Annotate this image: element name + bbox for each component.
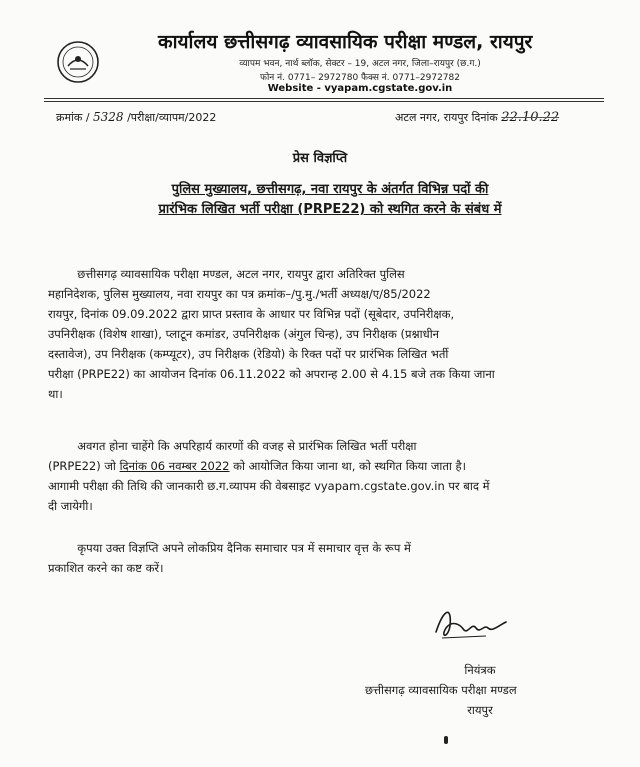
vyapam-logo-icon — [56, 40, 100, 84]
subject-line: प्रारंभिक लिखित भर्ती परीक्षा (PRPE22) को स्थगित करने के संबंध में — [158, 202, 502, 217]
subject-line: पुलिस मुख्यालय, छत्तीसगढ़, नवा रायपुर के अंतर्गत विभिन्न पदों की — [171, 182, 489, 197]
text-line: छत्तीसगढ़ व्यावसायिक परीक्षा मण्डल, अटल नगर, रायपुर द्वारा अतिरिक्त पुलिस — [48, 267, 405, 281]
subject-block — [80, 180, 580, 220]
text-line: परीक्षा (PRPE22) का आयोजन दिनांक 06.11.2022 को अपरान्ह 2.00 से 4.15 बजे तक किया जाना — [48, 367, 495, 381]
text-line: दी जायेगी। — [48, 499, 93, 513]
text-line: कृपया उक्त विज्ञप्ति अपने लोकप्रिय दैनिक समाचार पत्र में समाचार वृत्त के रूप में — [48, 541, 411, 555]
text-line: उपनिरीक्षक (विशेष शाखा), प्लाटून कमांडर, उपनिरीक्षक (अंगुल चिन्ह), उप निरीक्षक (प्रश्नाधीन — [48, 327, 440, 341]
ink-mark — [444, 736, 448, 744]
city: रायपुर — [467, 703, 493, 717]
paragraph-2 — [48, 436, 598, 516]
letterhead-divider — [44, 98, 604, 99]
website-line: Website - vyapam.cgstate.gov.in — [267, 83, 453, 94]
organisation-name: छत्तीसगढ़ व्यावसायिक परीक्षा मण्डल — [365, 683, 517, 697]
text-line: (PRPE22) जो दिनांक 06 नवम्बर 2022 को आयोजित किया जाना था, को स्थगित किया जाता है। — [48, 459, 467, 473]
text-line: रायपुर, दिनांक 09.09.2022 द्वारा प्राप्त प्रस्ताव के आधार पर विभिन्न पदों (सूबेदार, उपनिरीक्षक, — [48, 307, 455, 321]
letterhead-divider — [44, 101, 604, 102]
text-line: था। — [48, 387, 63, 401]
signatory-block — [365, 660, 595, 720]
document-heading: प्रेस विज्ञप्ति — [292, 151, 348, 166]
contact-line: फोन नं. 0771– 2972780 फैक्स नं. 0771–2972782 — [260, 73, 460, 83]
underlined-date: दिनांक 06 नवम्बर 2022 — [119, 459, 230, 473]
handwritten-date: 22.10.22 — [501, 110, 560, 125]
address-line: व्यापम भवन, नार्थ ब्लॉक, सेक्टर – 19, अटल नगर, जिला–रायपुर (छ.ग.) — [239, 59, 481, 69]
reference-number: क्रमांक / 5328 /परीक्षा/व्यापम/2022 — [56, 110, 217, 124]
handwritten-signature — [426, 598, 516, 646]
text-line: प्रकाशित करने का कष्ट करें। — [48, 561, 164, 575]
text-line: दस्तावेज), उप निरीक्षक (कम्प्यूटर), उप निरीक्षक (रेडियो) के रिक्त पदों पर प्रारंभिक लिखित भर्ती — [48, 347, 449, 361]
text-line: महानिदेशक, पुलिस मुख्यालय, नवा रायपुर का पत्र क्रमांक–/पु.मु./भर्ती अध्यक्ष/ए/85/2022 — [48, 287, 431, 301]
paragraph-3 — [48, 538, 598, 578]
paragraph-1 — [48, 264, 598, 404]
designation: नियंत्रक — [464, 663, 496, 677]
handwritten-number: 5328 — [93, 110, 124, 124]
text-line: अवगत होना चाहेंगे कि अपरिहार्य कारणों की वजह से प्रारंभिक लिखित भर्ती परीक्षा — [48, 439, 417, 453]
place-date: अटल नगर, रायपुर दिनांक 22.10.22 — [395, 110, 560, 125]
organisation-title: कार्यालय छत्तीसगढ़ व्यावसायिक परीक्षा मण्डल, रायपुर — [158, 31, 533, 53]
text-line: आगामी परीक्षा की तिथि की जानकारी छ.ग.व्यापम की वेबसाइट vyapam.cgstate.gov.in पर बाद में — [48, 479, 490, 493]
